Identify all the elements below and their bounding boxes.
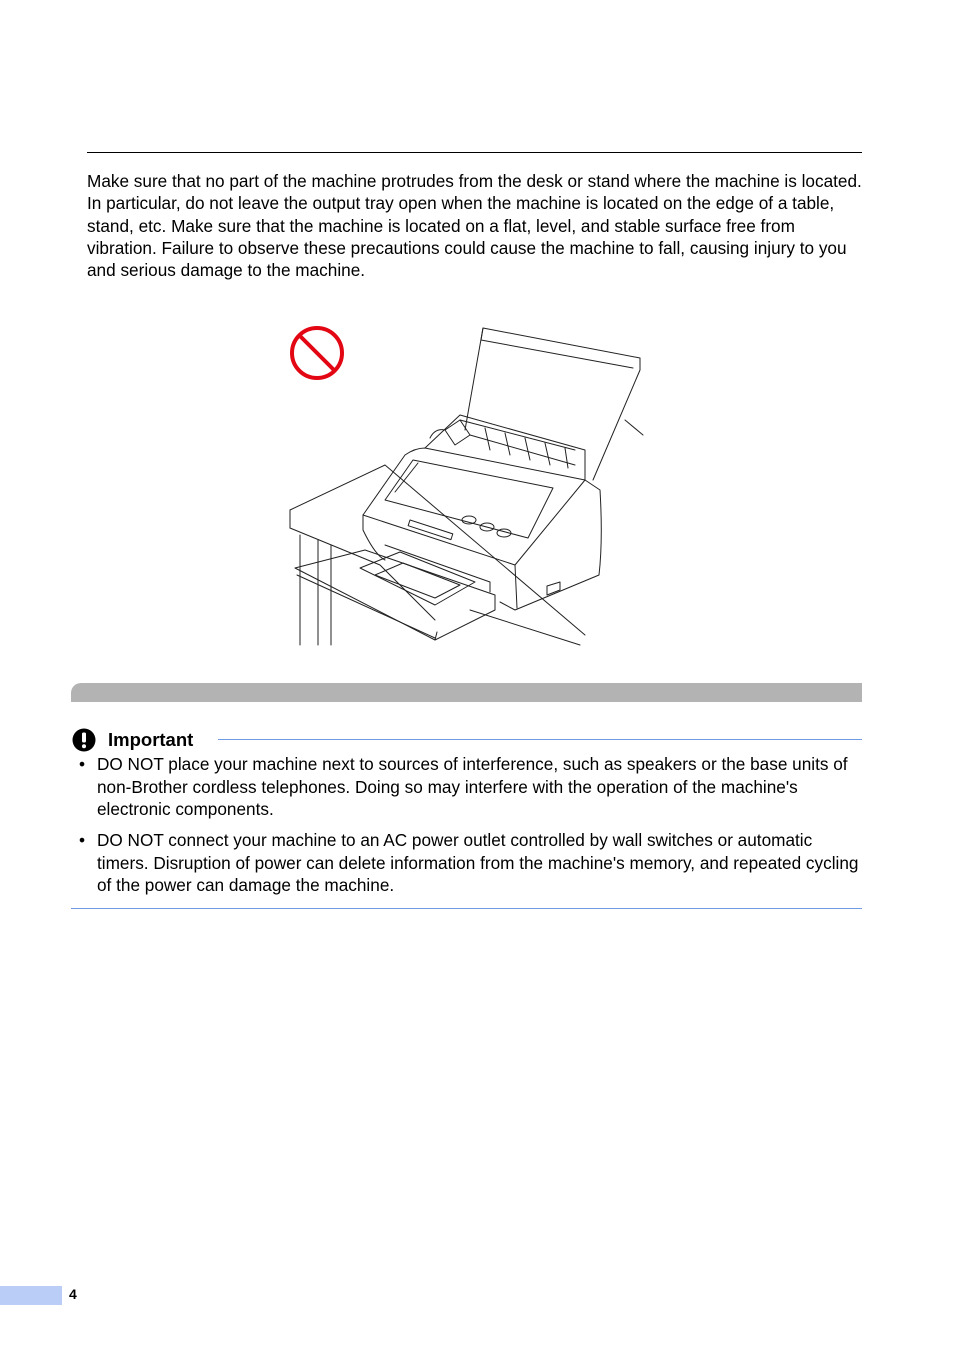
prohibited-icon [289,325,345,381]
page-tab [0,1286,62,1305]
scanner-illustration [285,320,650,650]
important-rule [218,739,862,740]
bullet-text: DO NOT connect your machine to an AC power outlet controlled by wall switches or automatic timers. Disruption of power can delete information from the machine's memory, and repeated cycling of the power can damage the machine. [97,830,859,896]
section-band [71,683,862,702]
bullet-symbol: • [79,830,86,850]
important-header [71,726,862,754]
top-rule [87,152,862,153]
important-label: Important [108,729,194,750]
warning-paragraph: Make sure that no part of the machine protrudes from the desk or stand where the machine is located. In particular, do not leave the output tray open when the machine is located on the edge of a table, stand, etc. Make sure that the machine is located on a flat, level, and stable surface free from vibration. Failure to observe these precautions could cause the machine to fall, causing injury to you and serious damage to the machine. [87,171,862,281]
bullet-text: DO NOT place your machine next to sources of interference, such as speakers or the base units of non-Brother cordless telephones. Doing so may interfere with the operation of the machine's electronic components. [97,754,848,820]
exclamation-icon [72,728,96,752]
important-bottom-rule [71,908,862,909]
bullet-symbol: • [79,754,86,774]
page-number: 4 [69,1286,77,1302]
